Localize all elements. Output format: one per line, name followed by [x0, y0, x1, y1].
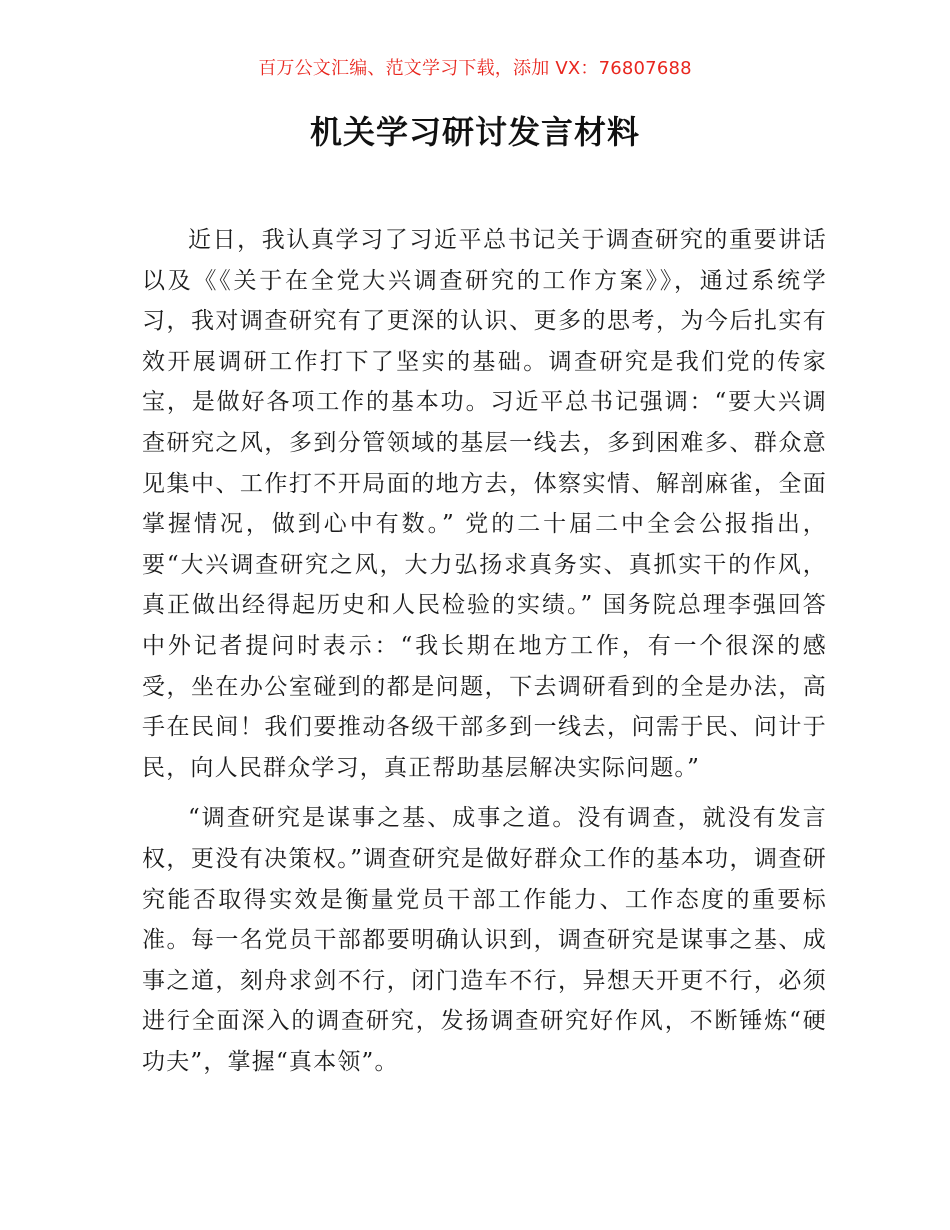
page-title: 机关学习研讨发言材料: [309, 113, 640, 151]
document-body: [142, 220, 827, 1082]
header-banner: 百万公文汇编、范文学习下载，添加 VX：76807688: [258, 58, 692, 79]
paragraph-2: “调查研究是谋事之基、成事之道。没有调查，就没有发言权，更没有决策权。”调查研究是做好群众工作的基本功，调查研究能否取得实效是衡量党员干部工作能力、工作态度的重要标准。每一名党员干部都要明确认识到，调查研究是谋事之基、成事之道，刻舟求剑不行，闭门造车不行，异想天开更不行，必须进行全面深入的调查研究，发扬调查研究好作风，不断锤炼“硬功夫”，掌握“真本领”。: [142, 805, 827, 1075]
paragraph-1: 近日，我认真学习了习近平总书记关于调查研究的重要讲话以及《《关于在全党大兴调查研究的工作方案》》，通过系统学习，我对调查研究有了更深的认识、更多的思考，为今后扎实有效开展调研工作打下了坚实的基础。调查研究是我们党的传家宝，是做好各项工作的基本功。习近平总书记强调：“要大兴调查研究之风，多到分管领域的基层一线去，多到困难多、群众意见集中、工作打不开局面的地方去，体察实情、解剖麻雀，全面掌握情况，做到心中有数。” 党的二十届二中全会公报指出，要“大兴调查研究之风，大力弘扬求真务实、真抓实干的作风，真正做出经得起历史和人民检验的实绩。” 国务院总理李强回答中外记者提问时表示：“我长期在地方工作，有一个很深的感受，坐在办公室碰到的都是问题，下去调研看到的全是办法，高手在民间！我们要推动各级干部多到一线去，问需于民、问计于民，向人民群众学习，真正帮助基层解决实际问题。”: [142, 227, 827, 781]
